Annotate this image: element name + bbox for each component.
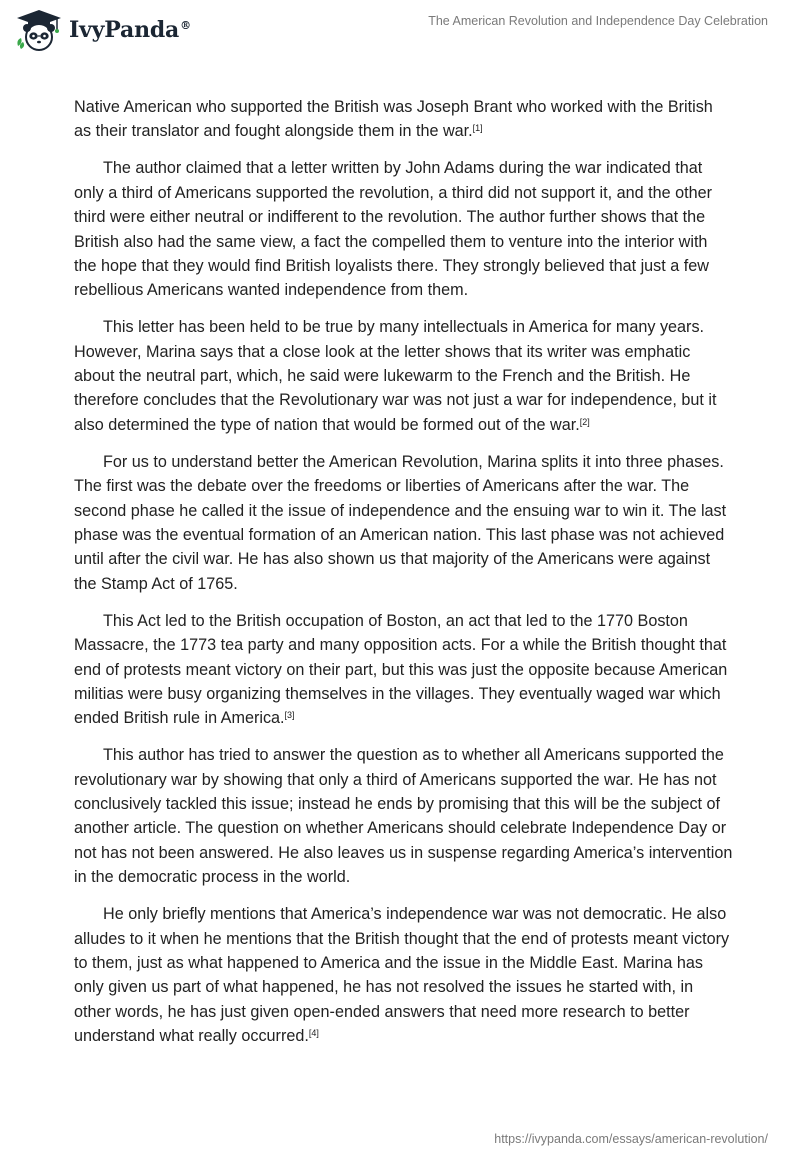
citation-ref[interactable]: [3] <box>284 710 295 721</box>
panda-graduation-cap-icon <box>15 8 63 52</box>
page-header <box>0 0 800 60</box>
paragraph: He only briefly mentions that America’s independence war was not democratic. He also alludes to it when he mentions that the British thought that the end of protests meant victory to them, just as what happened to America and the issue in the Middle East. Marina has only given us part of what happened, he has not resolved the issues he started with, in other words, he has just given open-ended answers that need more research to better understand what really occurred.[4] <box>74 905 730 1046</box>
ivypanda-logo[interactable] <box>15 8 191 52</box>
paragraph: For us to understand better the American Revolution, Marina splits it into three phases. The first was the debate over the freedoms or liberties of Americans after the war. The second phase he called it the issue of independence and the ensuing war to win it. The last phase was the eventual formation of an American nation. This last phase was not achieved until after the civil war. He has also shown us that majority of the Americans were against the Stamp Act of 1765. <box>74 452 727 593</box>
paragraph: This Act led to the British occupation of Boston, an act that led to the 1770 Boston Massacre, the 1773 tea party and many opposition acts. For a while the British thought that end of protests meant victory on their part, but this was just the opposite because American militias were busy organizing themselves in the villages. They eventually waged war which ended British rule in America.[3] <box>74 611 728 728</box>
essay-body <box>74 95 734 1061</box>
citation-ref[interactable]: [4] <box>308 1028 319 1039</box>
document-title: The American Revolution and Independence Day Celebration <box>428 14 768 28</box>
paragraph: This letter has been held to be true by many intellectuals in America for many years. However, Marina says that a close look at the letter shows that its writer was emphatic about the neutral part, which, he said were lukewarm to the French and the British. He therefore concludes that the Revolutionary war was not just a war for independence, but it also determined the type of nation that would be formed out of the war.[2] <box>74 318 717 434</box>
paragraph: Native American who supported the British was Joseph Brant who worked with the British as their translator and fought alongside them in the war.[1] <box>74 98 713 141</box>
citation-ref[interactable]: [1] <box>472 123 483 134</box>
citation-ref[interactable]: [2] <box>579 416 590 427</box>
paragraph: The author claimed that a letter written by John Adams during the war indicated that only a third of Americans supported the revolution, a third did not support it, and the other third were either neutral or indifferent to the revolution. The author further shows that the British also had the same view, a fact the compelled them to venture into the interior with the hope that they would find British loyalists there. They strongly believed that just a few rebellious Americans wanted independence from them. <box>74 159 712 300</box>
paragraph: This author has tried to answer the question as to whether all Americans supported the revolutionary war by showing that only a third of Americans supported the war. He has not conclusively tackled this issue; instead he ends by promising that this will be the subject of another article. The question on whether Americans should celebrate Independence Day or not has not been answered. He also leaves us in suspense regarding America’s intervention in the democratic process in the world. <box>74 746 733 887</box>
source-url[interactable]: https://ivypanda.com/essays/american-revolution/ <box>494 1132 768 1146</box>
brand-name: IvyPanda® <box>69 17 191 43</box>
